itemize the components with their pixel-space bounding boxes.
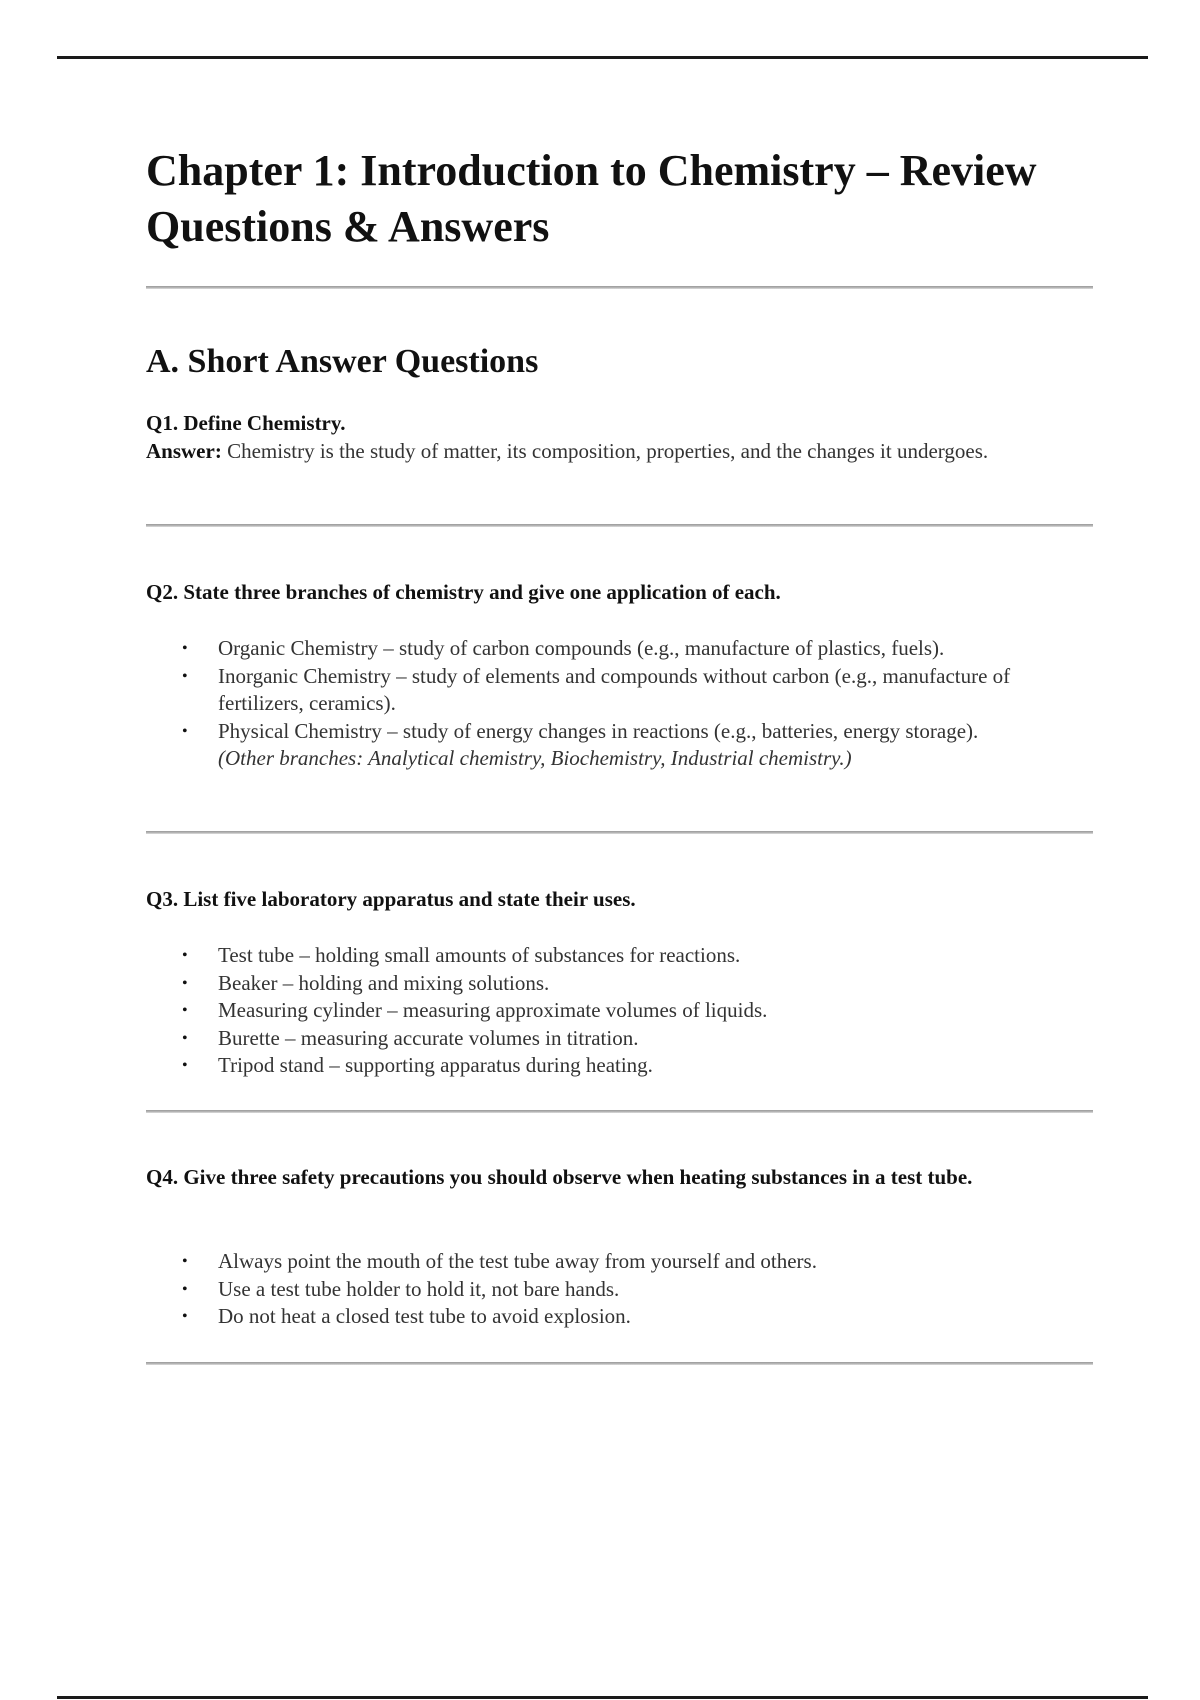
list-item-text: Do not heat a closed test tube to avoid explosion.: [218, 1304, 631, 1328]
bullet-icon: •: [182, 1308, 188, 1325]
bullet-icon: •: [182, 640, 188, 657]
section-heading: A. Short Answer Questions: [146, 343, 539, 380]
bullet-icon: •: [182, 947, 188, 964]
bullet-icon: •: [182, 1002, 188, 1019]
bullet-icon: •: [182, 722, 188, 740]
list-item: [146, 942, 1058, 970]
list-item-text: Inorganic Chemistry – study of elements and compounds without carbon (e.g., manufacture of fertilizers, ceramics).: [218, 663, 1011, 715]
list-item-text: Measuring cylinder – measuring approximate volumes of liquids.: [218, 998, 768, 1022]
list-item-text: Always point the mouth of the test tube away from yourself and others.: [218, 1249, 817, 1273]
answer-list-4: [146, 1248, 1093, 1331]
answer-label: Answer:: [146, 439, 222, 463]
list-item: [146, 635, 1058, 663]
answer-text: Chemistry is the study of matter, its composition, properties, and the changes it undergoes.: [221, 439, 989, 463]
question-1: Q1. Define Chemistry.: [146, 411, 346, 435]
list-item: [146, 1303, 1058, 1331]
other-branches-note: (Other branches: Analytical chemistry, Biochemistry, Industrial chemistry.): [218, 746, 852, 770]
question-4: Q4. Give three safety precautions you should observe when heating substances in a test tube.: [146, 1165, 973, 1189]
list-item-text: Beaker – holding and mixing solutions.: [218, 970, 550, 995]
divider: [146, 1362, 1093, 1365]
list-item: [146, 1276, 1058, 1304]
page-top-rule: [57, 56, 1148, 59]
list-item: [146, 1052, 1058, 1080]
list-item-text: Use a test tube holder to hold it, not bare hands.: [218, 1276, 620, 1301]
list-item: [146, 718, 1058, 773]
answer-1: [146, 437, 1046, 465]
answer-list-2: [146, 635, 1093, 773]
list-item: [146, 997, 1058, 1025]
divider: [146, 1110, 1093, 1113]
list-item-text: Organic Chemistry – study of carbon compounds (e.g., manufacture of plastics, fuels).: [218, 636, 945, 660]
divider: [146, 286, 1093, 289]
divider: [146, 831, 1093, 834]
bullet-icon: •: [182, 1280, 188, 1298]
list-item-text: Test tube – holding small amounts of substances for reactions.: [218, 943, 741, 967]
page-bottom-rule: [57, 1696, 1148, 1699]
question-2: Q2. State three branches of chemistry and give one application of each.: [146, 580, 781, 604]
bullet-icon: •: [182, 1057, 188, 1074]
list-item: [146, 1025, 1058, 1053]
list-item-text: Burette – measuring accurate volumes in titration.: [218, 1025, 639, 1050]
list-item: [146, 663, 1058, 718]
divider: [146, 524, 1093, 527]
bullet-icon: •: [182, 1029, 188, 1047]
list-item-text: Physical Chemistry – study of energy changes in reactions (e.g., batteries, energy storage).: [218, 718, 979, 743]
bullet-icon: •: [182, 1253, 188, 1270]
question-3: Q3. List five laboratory apparatus and state their uses.: [146, 887, 636, 911]
answer-list-3: [146, 942, 1093, 1080]
bullet-icon: •: [182, 974, 188, 992]
list-item-text: Tripod stand – supporting apparatus during heating.: [218, 1053, 653, 1077]
page-title: Chapter 1: Introduction to Chemistry – Review Questions & Answers: [146, 146, 1037, 251]
list-item: [146, 1248, 1058, 1276]
bullet-icon: •: [182, 667, 188, 685]
list-item: [146, 970, 1058, 998]
